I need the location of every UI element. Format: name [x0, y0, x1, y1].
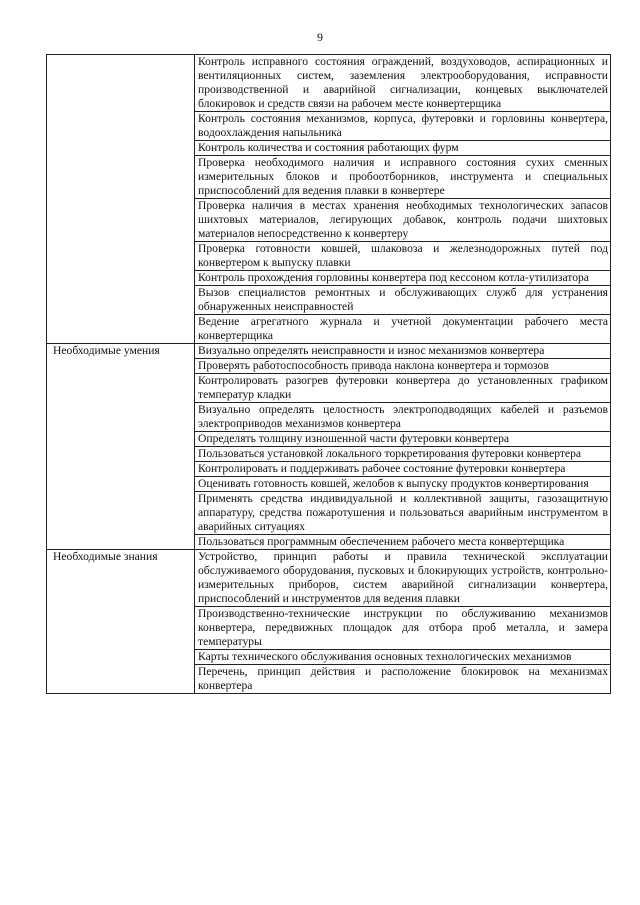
section-label-cell — [47, 374, 195, 403]
table-row — [47, 665, 611, 694]
section-label-cell — [47, 535, 195, 550]
section-label-cell — [47, 432, 195, 447]
item-cell: Проверка наличия в местах хранения необходимых технологических запасов шихтовых материалов, легирующих добавок, контроль подачи шихтовых материалов непосредственно к конвертеру — [195, 199, 611, 242]
section-label-cell — [47, 403, 195, 432]
table-row — [47, 447, 611, 462]
item-cell: Визуально определять неисправности и износ механизмов конвертера — [195, 344, 611, 359]
item-cell: Контроль количества и состояния работающих фурм — [195, 141, 611, 156]
item-cell: Контролировать и поддерживать рабочее состояние футеровки конвертера — [195, 462, 611, 477]
table-row — [47, 156, 611, 199]
item-cell: Контролировать разогрев футеровки конвертера до установленных графиком температур кладки — [195, 374, 611, 403]
item-cell: Визуально определять целостность электроподводящих кабелей и разъемов электроприводов механизмов конвертера — [195, 403, 611, 432]
table-row — [47, 607, 611, 650]
table-row — [47, 374, 611, 403]
section-label-cell — [47, 315, 195, 344]
table-row — [47, 359, 611, 374]
section-label-cell — [47, 141, 195, 156]
section-label-cell — [47, 447, 195, 462]
page-number: 9 — [317, 30, 323, 44]
section-label-cell — [47, 650, 195, 665]
competency-table — [46, 54, 611, 694]
item-cell: Карты технического обслуживания основных технологических механизмов — [195, 650, 611, 665]
table-row — [47, 650, 611, 665]
table-row — [47, 112, 611, 141]
section-label-cell — [47, 359, 195, 374]
item-cell: Пользоваться программным обеспечением рабочего места конвертерщика — [195, 535, 611, 550]
item-cell: Определять толщину изношенной части футеровки конвертера — [195, 432, 611, 447]
table-row — [47, 141, 611, 156]
section-label-cell — [47, 55, 195, 112]
table-row — [47, 315, 611, 344]
item-cell: Вызов специалистов ремонтных и обслуживающих служб для устранения обнаруженных неисправностей — [195, 286, 611, 315]
section-label-cell — [47, 462, 195, 477]
table-row — [47, 286, 611, 315]
table-row — [47, 535, 611, 550]
section-label-cell — [47, 156, 195, 199]
section-label-cell — [47, 477, 195, 492]
item-cell: Устройство, принцип работы и правила технической эксплуатации обслуживаемого оборудования, пусковых и блокирующих устройств, контрольно-измерительных приборов, систем аварийной сигнализации конвертера, приспособлений и инструментов для ведения плавки — [195, 550, 611, 607]
item-cell: Контроль исправного состояния ограждений, воздуховодов, аспирационных и вентиляционных систем, заземления электрооборудования, исправности производственной и аварийной сигнализации, концевых выключателей блокировок и средств связи на рабочем месте конвертерщика — [195, 55, 611, 112]
table-row — [47, 403, 611, 432]
table-row — [47, 242, 611, 271]
section-label-cell: Необходимые знания — [47, 550, 195, 607]
table-row — [47, 271, 611, 286]
item-cell: Ведение агрегатного журнала и учетной документации рабочего места конвертерщика — [195, 315, 611, 344]
section-label-cell — [47, 112, 195, 141]
section-label-cell — [47, 242, 195, 271]
table-row — [47, 199, 611, 242]
item-cell: Оценивать готовность ковшей, желобов к выпуску продуктов конвертирования — [195, 477, 611, 492]
item-cell: Пользоваться установкой локального торкретирования футеровки конвертера — [195, 447, 611, 462]
section-label-cell — [47, 199, 195, 242]
table-row — [47, 550, 611, 607]
table-row — [47, 344, 611, 359]
item-cell: Производственно-технические инструкции по обслуживанию механизмов конвертера, передвижных площадок для отбора проб металла, и замера температуры — [195, 607, 611, 650]
section-label-cell — [47, 286, 195, 315]
item-cell: Проверка готовности ковшей, шлаковоза и железнодорожных путей под конвертером к выпуску плавки — [195, 242, 611, 271]
table-row — [47, 432, 611, 447]
table-row — [47, 462, 611, 477]
table-row — [47, 492, 611, 535]
item-cell: Применять средства индивидуальной и коллективной защиты, газозащитную аппаратуру, средства пожаротушения и пользоваться аварийным инструментом в аварийных ситуациях — [195, 492, 611, 535]
section-label-cell — [47, 492, 195, 535]
item-cell: Контроль состояния механизмов, корпуса, футеровки и горловины конвертера, водоохлаждения напыльника — [195, 112, 611, 141]
section-label-cell — [47, 271, 195, 286]
item-cell: Контроль прохождения горловины конвертера под кессоном котла-утилизатора — [195, 271, 611, 286]
item-cell: Перечень, принцип действия и расположение блокировок на механизмах конвертера — [195, 665, 611, 694]
table-row — [47, 55, 611, 112]
section-label-cell — [47, 665, 195, 694]
section-label-cell: Необходимые умения — [47, 344, 195, 359]
section-label-cell — [47, 607, 195, 650]
item-cell: Проверять работоспособность привода наклона конвертера и тормозов — [195, 359, 611, 374]
item-cell: Проверка необходимого наличия и исправного состояния сухих сменных измерительных блоков и пробоотборников, инструмента и специальных приспособлений для ведения плавки в конвертере — [195, 156, 611, 199]
table-row — [47, 477, 611, 492]
